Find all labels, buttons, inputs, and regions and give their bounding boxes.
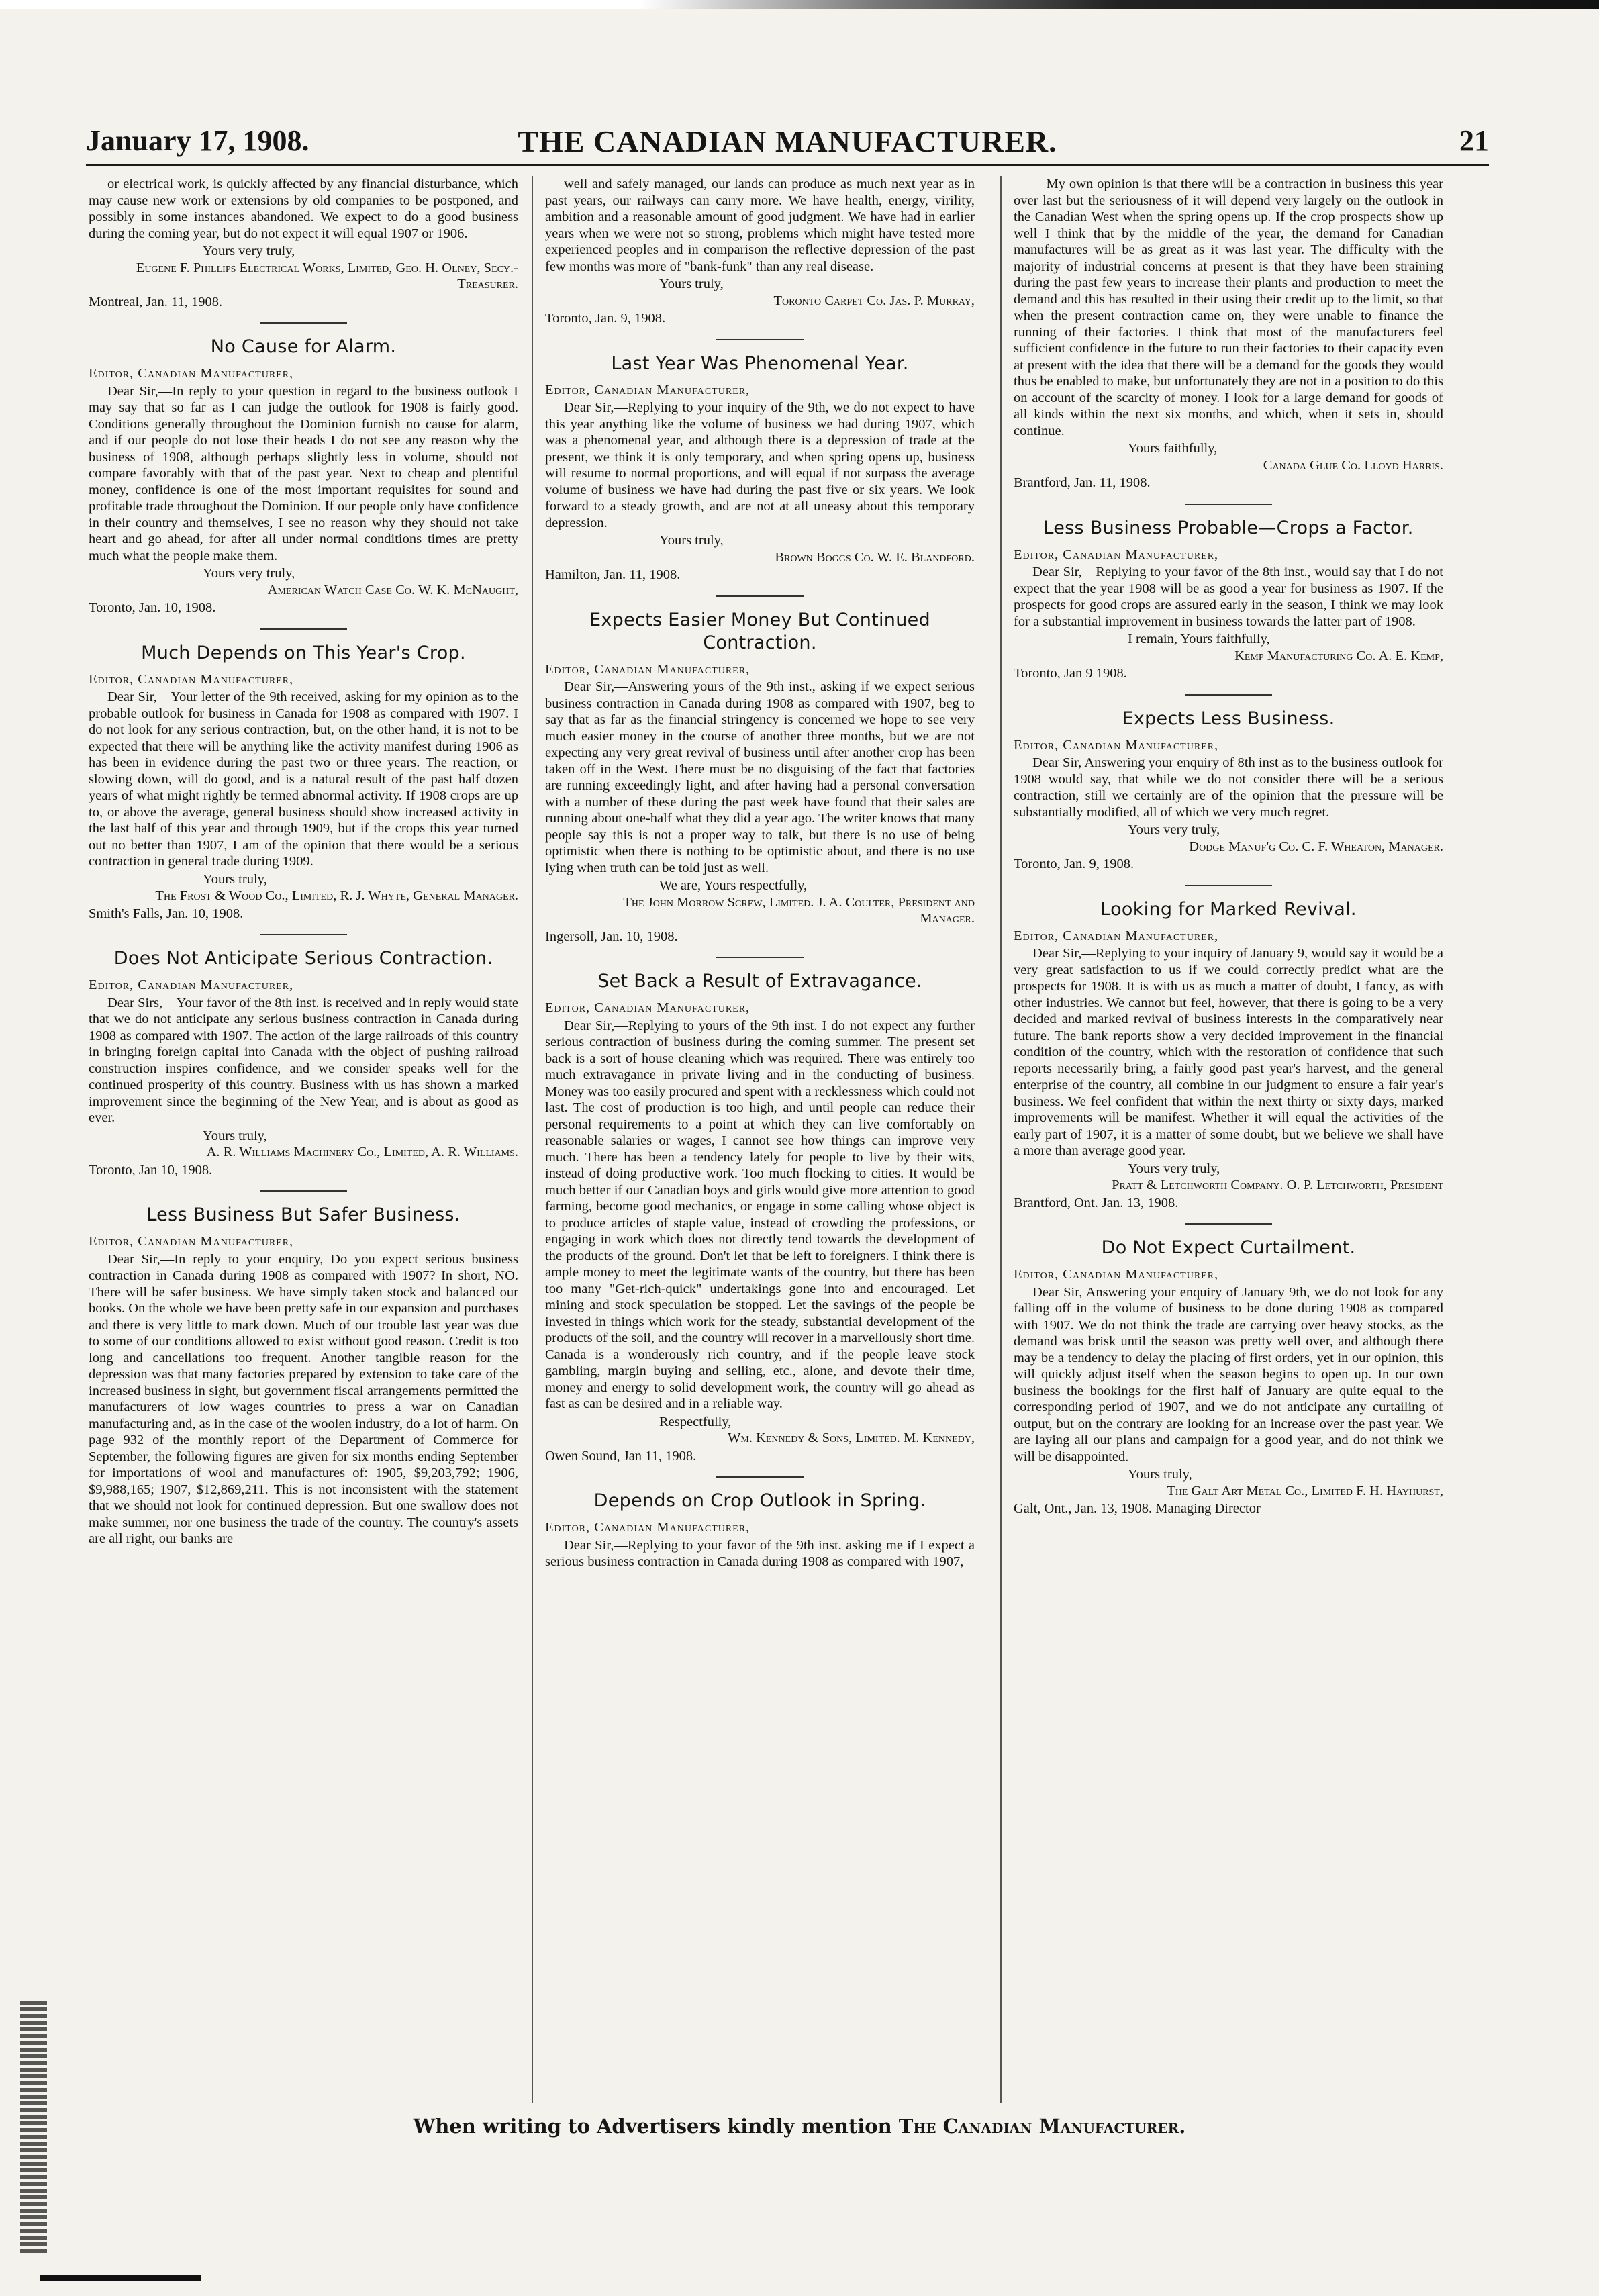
letter [545,957,975,1464]
letter-place-date: Smith's Falls, Jan. 10, 1908. [89,906,244,921]
letter-body: Dear Sirs,—Your favor of the 8th inst. is received and in reply would state that we do not anticipate any serious business contraction in Canada during 1908 as compared with 1907. The action of the large railroads of this country in bringing foreign capital into Canada with the object of pushing railroad construction inspires confidence, and we consider speaks well for the continued prosperity of this country. Business with us has shown a marked improvement since the beginning of the New Year, and is about as good as ever. [89,995,518,1125]
section-divider [716,339,804,340]
letter-title: Looking for Marked Revival. [1100,898,1357,920]
section-divider [1185,694,1272,696]
letter-body: Dear Sir,—Your letter of the 9th received, asking for my opinion as to the probable outlook for business in Canada for 1908 as compared with 1907. I do not look for any serious contraction, but, on the other hand, it is not to be expected that there will be anything like the activity manifest during 1906 as has been in evidence during the past two or three years. The reaction, or slowing down, will do good, and is a natural result of the past half dozen years of what might rightly be termed abnormal activity. If 1908 crops are up to, or above the average, general business should show increased activity in the last half of this year and through 1909, but if the crops this year turned out no better than 1907, I am of the opinion that there would be a serious contraction in general trade during 1909. [89,689,518,869]
letter-body: Dear Sir,—Replying to your favor of the 8th inst., would say that I do not expect that the year 1908 will be as good a year for business as 1907. If the prospects for good crops are assured early in the season, I think we may look for a substantial improvement in business towards the latter part of 1908. [1014,565,1443,629]
letter-closing: Yours very truly, [1128,822,1220,837]
section-divider [716,957,804,958]
letter-closing: We are, Yours respectfully, [659,878,808,893]
page-number: 21 [1459,124,1489,157]
letter-body: Dear Sir,—Answering yours of the 9th inst., asking if we expect serious business contraction in Canada during 1908 as compared with 1907, beg to say that as far as the financial stringency is concerned we hope to see very much easier money in the course of another three months, but we are not expecting any very great revival of business until after another crop has been taken off in the West. There must be no disguising of the fact that factories are running exceedingly light, and after having had a personal conversation with a number of these during the past week have found that their sales are running about one-half what they did a year ago. The writer knows that many people say this is not a proper way to talk, but there is no use of being optimistic when there is nothing to be optimistic about, and there is no use lying when truth can be told just as well. [545,679,975,875]
letter [1014,504,1443,682]
letter-closing: Yours very truly, [1128,1161,1220,1176]
letter-closing: Respectfully, [659,1414,732,1429]
letter-signature: The John Morrow Screw, Limited. J. A. Coulter, President and Manager. [623,894,975,926]
advertiser-notice [0,2115,1599,2138]
column-divider [532,176,533,2103]
letter-body: Dear Sir,—Replying to your favor of the 9th inst. asking me if I expect a serious business contraction in Canada during 1908 as compared with 1907, [545,1537,975,1569]
letter-signature: Toronto Carpet Co. Jas. P. Murray, [773,293,975,308]
column-2 [545,176,975,2103]
letter [89,934,518,1178]
section-divider [260,628,347,630]
letter-body: Dear Sir,—In reply to your enquiry, Do you expect serious business contraction in Canada during 1908 as compared with 1907? In short, NO. There will be safer business. We have simply taken stock and balanced our books. On the whole we have been pretty safe in our expansion and purchases and there is very little to mark down. Much of our trouble last year was due to some of our conditions allowed to exist without good reason. Credit is too long and cancellations too frequent. Another tangible reason for the depression was that many factories prepared by extension to take care of the increased business in sight, but government fiscal arrangements permitted the manufacturers of low wages countries to press a war on Canadian manufacturing and, as in the case of the woolen industry, do a lot of harm. On page 932 of the monthly report of the Department of Commerce for September, the following figures are given for six months ending September for importations of wool and manufactures of: 1905, $9,203,792; 1906, $9,988,165; 1907, $12,869,211. This is not inconsistent with the statement that we should not look for continued depression. But one swallow does not make summer, nor one business the trade of the country. The country's assets are all right, our banks are [89,1251,518,1546]
letter-signature: Kemp Manufacturing Co. A. E. Kemp, [1234,648,1443,663]
letter-body: Dear Sir,—Replying to your inquiry of January 9, would say it would be a very great satisfaction to us if we could correctly predict what are the prospects for 1908. It is with us as much a matter of doubt, I fancy, as with other industries. We cannot but feel, however, that there is going to be a very decided and marked revival of business interests in the comparatively near future. The bank reports show a very decided improvement in the financial condition of the country, which with the restoration of confidence that such reports necessarily bring, a fairly good past year's harvest, and the general enterprise of the country, all combine in our judgment to ensure a fair year's business. We feel confident that within the next thirty or sixty days, marked improvements will be manifest. Whether it will equal the activities of the early part of 1907, it is a matter of some doubt, but we believe we shall have a more than average good year. [1014,946,1443,1158]
section-divider [1185,504,1272,505]
letter-body: Dear Sir, Answering your enquiry of January 9th, we do not look for any falling off in the volume of business to be done during 1908 as compared with 1907. We do not think the trade are carrying over heavy stocks, as the demand was brisk until the season was pretty well over, and although there may be a tendency to delay the placing of first orders, yet in our opinion, this will quickly adjust itself when the season begins to open up. In our own business the bookings for the first half of January are quite equal to the corresponding period of 1907, and we do not anticipate any curtailing of output, but on the contrary are looking for an increase over the past year. We are laying all our plans and campaign for a good year, and do not think we will be disappointed. [1014,1284,1443,1464]
editor-salutation: Editor, Canadian Manufacturer, [89,366,294,381]
letter-signature: Pratt & Letchworth Company. O. P. Letchworth, President [1112,1178,1443,1192]
section-divider [260,322,347,324]
letter [545,595,975,945]
letter-place-date: Toronto, Jan 10, 1908. [89,1162,213,1178]
advertiser-notice-publication: The Canadian Manufacturer. [898,2115,1186,2138]
column-divider [1000,176,1002,2103]
letter-title: Does Not Anticipate Serious Contraction. [113,948,493,969]
letter-signature: Dodge Manuf'g Co. C. F. Wheaton, Manager. [1189,839,1443,854]
letter [1014,694,1443,873]
editor-salutation: Editor, Canadian Manufacturer, [1014,928,1219,943]
letter-body: or electrical work, is quickly affected by any financial disturbance, which may cause new work or extensions by old companies to be postponed, and possibly in some instances abandoned. We expect to do a good business during the coming year, but do not expect it will equal 1907 or 1906. [89,177,518,241]
editor-salutation: Editor, Canadian Manufacturer, [545,1520,750,1535]
scan-top-band [0,0,1599,9]
letter [89,176,518,310]
letter-closing: Yours very truly, [203,244,295,258]
letter-title: Do Not Expect Curtailment. [1101,1237,1356,1258]
editor-salutation: Editor, Canadian Manufacturer, [89,977,294,992]
editor-salutation: Editor, Canadian Manufacturer, [1014,546,1219,562]
letter-body: Dear Sir,—Replying to yours of the 9th inst. I do not expect any further serious contraction of business during the coming summer. The present set back is a sort of house cleaning which was required. There was entirely too much extravagance in private living and in the conducting of business. Money was too easily procured and spent with a recklessness which could not last. The cost of production is too high, and until people can reduce their personal requirements to a point at which they can live comfortably on reasonable salaries or wages, I cannot see how things can improve very much. There has been a tendency lately for people to live by their wits, instead of doing productive work. Too much flocking to cities. It would be much better if our Canadian boys and girls would give more attention to good farming, become good mechanics, or engage in some calling whose object is to produce articles of staple value, instead of crowding the professions, or engaging in work which does not directly tend towards the development of the products of the ground. Don't let that be left to foreigners. I think there is ample money to meet the legitimate wants of the country, but there has been too many "Get-rich-quick" undertakings gone into and encouraged. Let mining and stock speculation be stopped. Let the savings of the people be invested in things which work for the steady, substantial development of the products of the soil, and the country will recover in a marvellously short time. Canada is a wonderously rich country, and if the people leave stock gambling, margin buying and selling, etc., alone, and devote their time, money and energy to solid development work, the country will go ahead as fast as can be desired and in a reliable way. [545,1018,975,1411]
issue-date: January 17, 1908. [86,124,309,157]
letter-title: Set Back a Result of Extravagance. [597,971,922,992]
letter-title: Expects Easier Money But Continued Contraction. [589,609,930,653]
column-3 [1014,176,1443,2103]
letter [1014,1223,1443,1517]
letter [1014,885,1443,1212]
letter-title: Expects Less Business. [1122,708,1335,729]
letter-place-date: Toronto, Jan 9 1908. [1014,666,1127,681]
letter-place-date: Galt, Ont., Jan. 13, 1908. Managing Director [1014,1501,1261,1516]
letter-signature: Eugene F. Phillips Electrical Works, Limited, Geo. H. Olney, Secy.-Treasurer. [136,260,518,291]
letter-place-date: Hamilton, Jan. 11, 1908. [545,567,681,582]
letter-closing: Yours truly, [1128,1467,1192,1482]
letter-place-date: Montreal, Jan. 11, 1908. [89,294,223,309]
editor-salutation: Editor, Canadian Manufacturer, [1014,1267,1219,1282]
letter-place-date: Toronto, Jan. 9, 1908. [545,311,666,326]
letter-title: No Cause for Alarm. [210,336,397,357]
section-divider [716,1476,804,1478]
letter-closing: Yours truly, [659,277,724,291]
letter [545,1476,975,1570]
letter-signature: Brown Boggs Co. W. E. Blandford. [775,549,975,565]
letter-body: well and safely managed, our lands can produce as much next year as in past years, our railways can carry more. We have health, energy, virility, ambition and a reasonable amount of good judgment. We have had in earlier years when we were not so strong, problems which might have tested more experienced peoples and in comparison the reflective depression of the past few months was more of "bank-funk" than any real disease. [545,177,975,274]
letter-body: Dear Sir, Answering your enquiry of 8th inst as to the business outlook for 1908 would say, that while we do not consider there will be a serious contraction, still we certainly are of the opinion that the pressure will be substantially modified, all of which we very much regret. [1014,755,1443,820]
section-divider [260,934,347,935]
letter-place-date: Toronto, Jan. 10, 1908. [89,600,216,615]
letter-body: Dear Sir,—Replying to your inquiry of the 9th, we do not expect to have this year anything like the volume of business we had during 1907, which was a phenomenal year, and although there is a depression of trade at the present, we think it is only temporary, and when spring opens up, business will resume to normal proportions, and will equal if not surpass the average volume of business we have had during the past five or six years. We look forward to a steady growth, and are not at all uneasy about this temporary depression. [545,400,975,530]
letter-closing: Yours truly, [659,533,724,548]
letter-title: Less Business Probable—Crops a Factor. [1043,517,1414,538]
letter-place-date: Owen Sound, Jan 11, 1908. [545,1448,697,1464]
letter-signature: The Galt Art Metal Co., Limited F. H. Hayhurst, [1167,1483,1443,1498]
letter-signature: A. R. Williams Machinery Co., Limited, A. R. Williams. [206,1145,518,1159]
letter [89,1190,518,1547]
editor-salutation: Editor, Canadian Manufacturer, [1014,737,1219,753]
letter-place-date: Toronto, Jan. 9, 1908. [1014,857,1134,871]
scan-bottom-bar [40,2275,201,2281]
letter [89,628,518,922]
letter-title: Last Year Was Phenomenal Year. [611,352,909,374]
editor-salutation: Editor, Canadian Manufacturer, [545,661,750,677]
letter [545,176,975,327]
editor-salutation: Editor, Canadian Manufacturer, [545,1000,750,1015]
letter [545,339,975,583]
letter-closing: Yours truly, [203,871,267,887]
editor-salutation: Editor, Canadian Manufacturer, [545,382,750,397]
letter-signature: American Watch Case Co. W. K. McNaught, [267,582,518,597]
letter-place-date: Ingersoll, Jan. 10, 1908. [545,928,678,944]
letter [1014,176,1443,491]
letter-body: —My own opinion is that there will be a contraction in business this year over last but the seriousness of it will depend very largely on the outlook in the Canadian West when the spring opens up. If the crop prospects show up well I think that by the middle of the year, the demand for Canadian manufactures will be as great as it was last year. The difficulty with the majority of industrial concerns at present is that they have been straining during the past few years to increase their plants and production to meet the demand and this has resulted in their using their credit up to the limit, so that when the present contraction came on, they were unable to finance the running of their factories. I think that most of the manufacturers feel sufficient confidence in the future to run their factories to their capacity even at present with the idea that there will be a demand for the goods they would thus be enabled to make, but unfortunately they are not in a position to do this on account of the scarcity of money. I look for a large demand for goods of all kinds within the next six months, and which, when it sets in, should continue. [1014,177,1443,438]
editor-salutation: Editor, Canadian Manufacturer, [89,1234,294,1249]
letter [89,322,518,616]
publication-title: THE CANADIAN MANUFACTURER. [518,124,1057,158]
letter-signature: The Frost & Wood Co., Limited, R. J. Whyte, General Manager. [155,888,518,903]
section-divider [260,1190,347,1192]
letter-closing: I remain, Yours faithfully, [1128,632,1270,647]
letter-closing: Yours faithfully, [1128,441,1218,456]
letter-signature: Wm. Kennedy & Sons, Limited. M. Kennedy, [728,1431,975,1445]
advertiser-notice-text: When writing to Advertisers kindly mention [413,2115,892,2138]
letter-place-date: Brantford, Jan. 11, 1908. [1014,475,1151,490]
letter-signature: Canada Glue Co. Lloyd Harris. [1263,457,1443,473]
section-divider [1185,885,1272,886]
column-1 [89,176,518,2103]
letter-place-date: Brantford, Ont. Jan. 13, 1908. [1014,1195,1179,1210]
section-divider [1185,1223,1272,1225]
letter-closing: Yours very truly, [203,566,295,581]
letter-closing: Yours truly, [203,1128,267,1143]
letter-title: Depends on Crop Outlook in Spring. [593,1490,926,1511]
editor-salutation: Editor, Canadian Manufacturer, [89,671,294,687]
letter-body: Dear Sir,—In reply to your question in regard to the business outlook I may say that so far as I can judge the outlook for 1908 is fairly good. Conditions generally throughout the Dominion furnish no cause for alarm, and if our people do not lose their heads I do not see any reason why the business of 1908, although perhaps slightly less in volume, should not compare favorably with that of the past year. Next to cheap and plentiful money, confidence is one of the most important requisites for sound and profitable trade throughout the Dominion. If our people only have confidence in their country and themselves, I see no reason why they should not take heart and go ahead, for after all under normal conditions times are pretty much what the people make them. [89,383,518,563]
page-header [86,124,1489,166]
section-divider [716,595,804,597]
letter-title: Less Business But Safer Business. [146,1204,461,1225]
letter-title: Much Depends on This Year's Crop. [141,642,466,663]
